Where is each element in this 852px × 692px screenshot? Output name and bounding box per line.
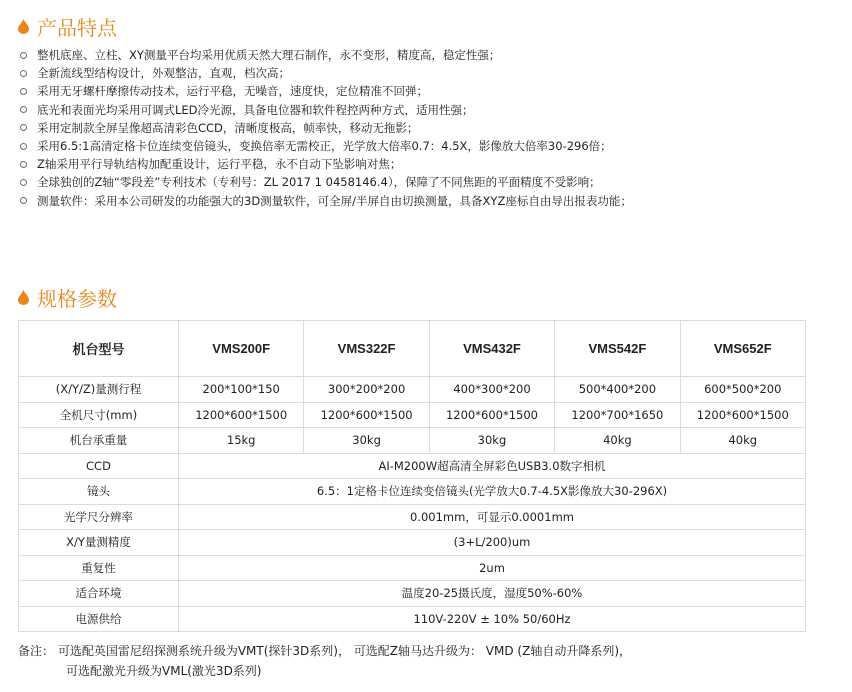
feature-item: 整机底座、立柱、XY测量平台均采用优质天然大理石制作，永不变形，精度高，稳定性强； xyxy=(20,46,632,64)
spec-row xyxy=(19,428,806,454)
spec-row xyxy=(19,555,806,581)
feature-item: 采用无牙螺杆摩擦传动技术，运行平稳，无噪音，速度快，定位精准不回弹； xyxy=(20,82,632,100)
row-label: 电源供给 xyxy=(19,606,179,632)
features-list xyxy=(20,46,632,210)
row-label: X/Y量测精度 xyxy=(19,530,179,556)
spec-row xyxy=(19,377,806,403)
spec-cell-merged: (3+L/200)um xyxy=(179,530,806,556)
specs-title xyxy=(18,283,117,312)
spec-cell-merged: 110V-220V ± 10% 50/60Hz xyxy=(179,606,806,632)
spec-row xyxy=(19,453,806,479)
header-cell: VMS432F xyxy=(429,321,554,377)
spec-table xyxy=(18,320,806,632)
header-cell: 机台型号 xyxy=(19,321,179,377)
spec-cell: 1200*700*1650 xyxy=(555,402,680,428)
spec-cell-merged: AI-M200W超高清全屏彩色USB3.0数字相机 xyxy=(179,453,806,479)
header-cell: VMS542F xyxy=(555,321,680,377)
specs-title-text: 规格参数 xyxy=(37,287,117,311)
feature-item: 采用6.5:1高清定格卡位连续变倍镜头，变换倍率无需校正，光学放大倍率0.7：4.5X，影像放大倍率30-296倍； xyxy=(20,137,632,155)
header-cell: VMS322F xyxy=(304,321,429,377)
spec-row xyxy=(19,504,806,530)
feature-item: 全球独创的Z轴“零段差”专利技术（专利号：ZL 2017 1 0458146.4），保障了不同焦距的平面精度不受影响； xyxy=(20,173,632,191)
spec-cell: 600*500*200 xyxy=(680,377,805,403)
spec-row xyxy=(19,530,806,556)
bullet-icon xyxy=(20,179,27,186)
feature-item: Z轴采用平行导轨结构加配重设计，运行平稳，永不自动下坠影响对焦； xyxy=(20,155,632,173)
row-label: 机台承重量 xyxy=(19,428,179,454)
bullet-icon xyxy=(20,88,27,95)
spec-cell: 300*200*200 xyxy=(304,377,429,403)
spec-cell: 30kg xyxy=(304,428,429,454)
spec-cell: 1200*600*1500 xyxy=(429,402,554,428)
spec-cell: 40kg xyxy=(680,428,805,454)
header-cell: VMS652F xyxy=(680,321,805,377)
features-title-text: 产品特点 xyxy=(37,16,117,40)
spec-cell-merged: 6.5：1定格卡位连续变倍镜头(光学放大0.7-4.5X影像放大30-296X) xyxy=(179,479,806,505)
spec-cell: 400*300*200 xyxy=(429,377,554,403)
spec-header-row xyxy=(19,321,806,377)
spec-cell: 15kg xyxy=(179,428,304,454)
header-cell: VMS200F xyxy=(179,321,304,377)
spec-cell: 500*400*200 xyxy=(555,377,680,403)
spec-row xyxy=(19,479,806,505)
feature-item: 底光和表面光均采用可调式LED冷光源，具备电位器和软件程控两种方式，适用性强； xyxy=(20,101,632,119)
row-label: (X/Y/Z)量测行程 xyxy=(19,377,179,403)
feature-item: 测量软件：采用本公司研发的功能强大的3D测量软件，可全屏/半屏自由切换测量，具备XYZ座标自由导出报表功能； xyxy=(20,192,632,210)
spec-cell-merged: 0.001mm，可显示0.0001mm xyxy=(179,504,806,530)
row-label: 光学尺分辨率 xyxy=(19,504,179,530)
feature-item: 全新流线型结构设计，外观整洁，直观，档次高； xyxy=(20,64,632,82)
spec-cell: 1200*600*1500 xyxy=(179,402,304,428)
remarks xyxy=(18,641,631,681)
bullet-icon xyxy=(20,52,27,59)
bullet-icon xyxy=(20,70,27,77)
spec-cell: 1200*600*1500 xyxy=(304,402,429,428)
bullet-icon xyxy=(20,143,27,150)
spec-cell-merged: 2um xyxy=(179,555,806,581)
spec-cell-merged: 温度20-25摄氏度，湿度50%-60% xyxy=(179,581,806,607)
spec-row xyxy=(19,581,806,607)
bullet-icon xyxy=(20,106,27,113)
remarks-line-1: 备注： 可选配英国雷尼绍探测系统升级为VMT(探针3D系列)， 可选配Z轴马达升级为： VMD (Z轴自动升降系列)， xyxy=(18,644,631,658)
flame-icon xyxy=(18,19,29,34)
bullet-icon xyxy=(20,124,27,131)
spec-row xyxy=(19,606,806,632)
row-label: CCD xyxy=(19,453,179,479)
spec-cell: 40kg xyxy=(555,428,680,454)
bullet-icon xyxy=(20,161,27,168)
flame-icon xyxy=(18,290,29,305)
feature-item: 采用定制款全屏呈像超高清彩色CCD，清晰度极高，帧率快，移动无拖影； xyxy=(20,119,632,137)
row-label: 重复性 xyxy=(19,555,179,581)
bullet-icon xyxy=(20,197,27,204)
row-label: 适合环境 xyxy=(19,581,179,607)
spec-row xyxy=(19,402,806,428)
remarks-line-2: 可选配激光升级为VML(激光3D系列) xyxy=(66,664,262,678)
spec-cell: 200*100*150 xyxy=(179,377,304,403)
spec-cell: 30kg xyxy=(429,428,554,454)
spec-cell: 1200*600*1500 xyxy=(680,402,805,428)
row-label: 全机尺寸(mm) xyxy=(19,402,179,428)
features-title xyxy=(18,12,117,41)
row-label: 镜头 xyxy=(19,479,179,505)
